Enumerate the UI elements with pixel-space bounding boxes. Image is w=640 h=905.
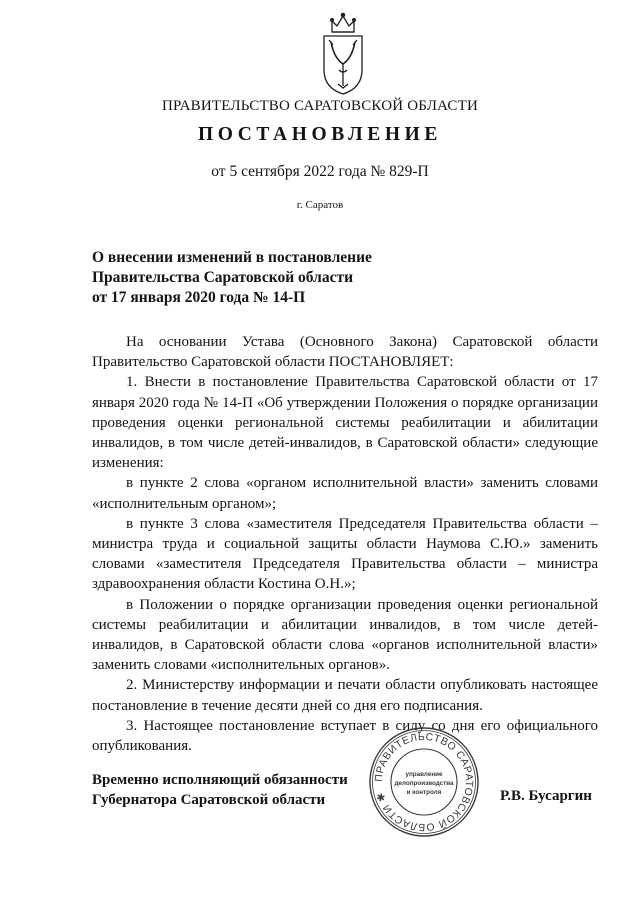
subject-line-2: Правительства Саратовской области — [92, 269, 353, 286]
body-paragraph: На основании Устава (Основного Закона) Саратовской области Правительство Саратовской области ПОСТАНОВЛЯЕТ: — [92, 334, 598, 371]
government-name: ПРАВИТЕЛЬСТВО САРАТОВСКОЙ ОБЛАСТИ — [161, 98, 479, 114]
signatory-title — [92, 770, 348, 810]
document-type-title: ПОСТАНОВЛЕНИЕ — [197, 124, 443, 145]
signatory-title-line-1: Временно исполняющий обязанности — [92, 772, 348, 788]
signatory-title-line-2: Губернатора Саратовской области — [92, 792, 326, 808]
body-paragraph: в пункте 3 слова «заместителя Председателя Правительства области – министра труда и социальной защиты области Наумова С.Ю.» заменить словами «заместителя Председателя Правительства области – министра здравоохранения области Костина О.Н.»; — [92, 515, 598, 593]
document-subject — [92, 248, 372, 308]
body-paragraph: 3. Настоящее постановление вступает в силу со дня его официального опубликования. — [92, 717, 598, 755]
stamp-center-line-1: управление — [405, 771, 443, 778]
body-paragraph: 2. Министерству информации и печати области опубликовать настоящее постановление в течение десяти дней со дня его подписания. — [92, 677, 598, 714]
body-paragraph: в Положении о порядке организации проведения оценки региональной системы реабилитации и абилитации инвалидов, в том числе детей-инвалидов, в Саратовской области слова «органов исполнительной власти» заменить словами «исполнительных органов». — [92, 596, 598, 674]
document-body — [92, 332, 598, 756]
saratov-coat-of-arms-icon — [318, 12, 368, 96]
document-city: г. Саратов — [296, 199, 344, 211]
signatory-name: Р.В. Бусаргин — [500, 788, 592, 804]
document-date-number: от 5 сентября 2022 года № 829-П — [211, 163, 429, 180]
body-paragraph: 1. Внести в постановление Правительства Саратовской области от 17 января 2020 года № 14-П «Об утверждении Положения о порядке организации проведения оценки региональной системы реабилитации и абилитации инвалидов, в том числе детей-инвалидов, в Саратовской области» следующие изменения: — [92, 374, 598, 472]
stamp-center-line-2: делопроизводства — [394, 780, 454, 787]
subject-line-1: О внесении изменений в постановление — [92, 249, 372, 266]
body-paragraph: в пункте 2 слова «органом исполнительной власти» заменить словами «исполнительным органом»; — [92, 475, 598, 512]
stamp-center-line-3: и контроля — [406, 789, 442, 796]
subject-line-3: от 17 января 2020 года № 14-П — [92, 289, 306, 306]
official-stamp — [368, 726, 480, 838]
stamp-ring-text: ПРАВИТЕЛЬСТВО САРАТОВСКОЙ ОБЛАСТИ ✱ — [373, 731, 475, 833]
